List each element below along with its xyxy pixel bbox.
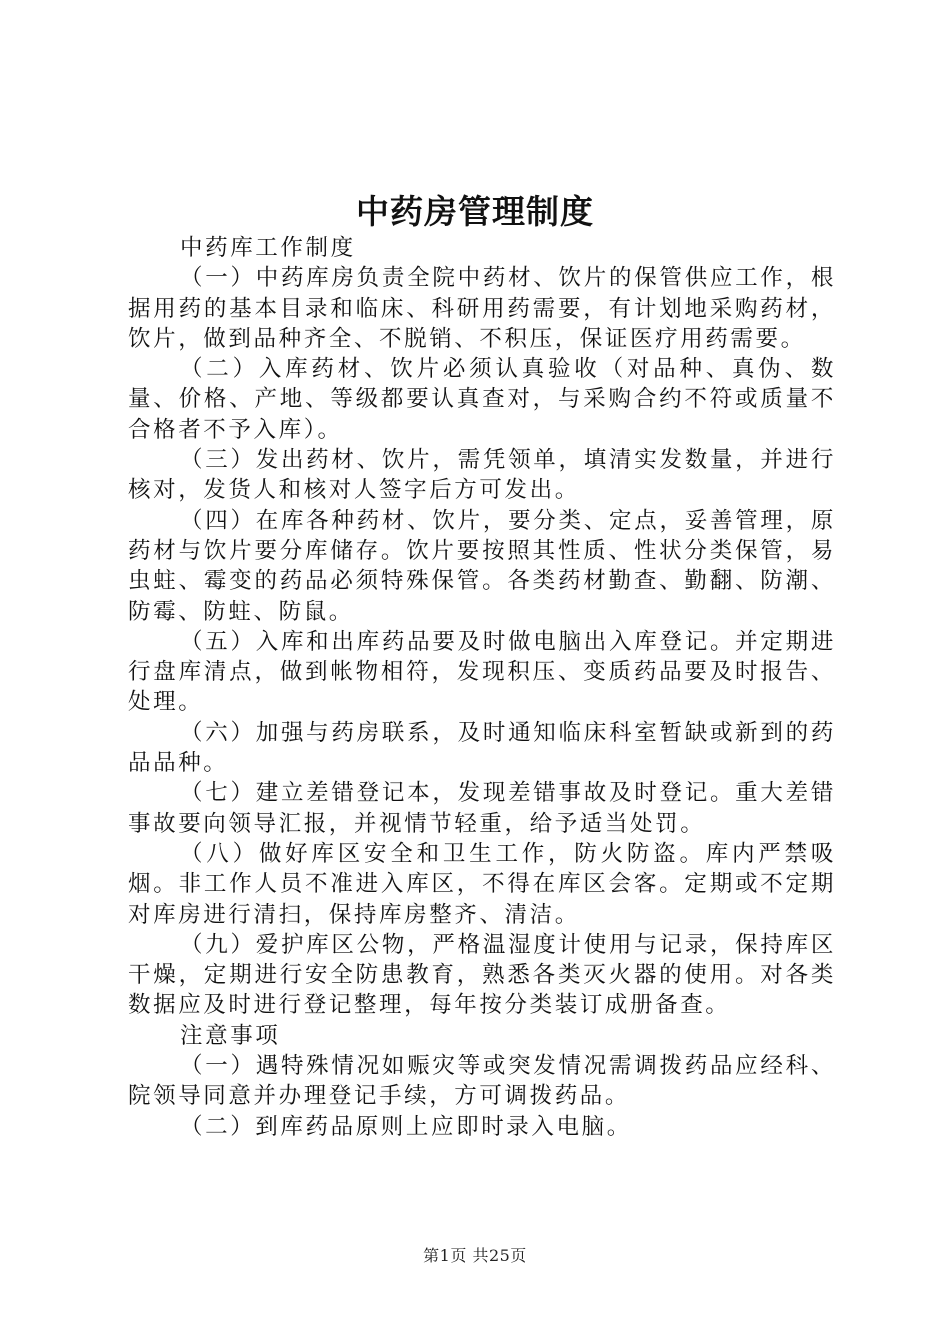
page-number-footer: 第1页 共25页 [423,1246,527,1265]
paragraph-rule-4: （四）在库各种药材、饮片，要分类、定点，妥善管理，原药材与饮片要分库储存。饮片要按照其性质、性状分类保管，易虫蛀、霉变的药品必须特殊保管。各类药材勤查、勤翻、防潮、防霉、防蛀、防鼠。 [128,507,836,625]
section-heading-notes: 注意事项 [180,1022,281,1049]
paragraph-rule-6: （六）加强与药房联系，及时通知临床科室暂缺或新到的药品品种。 [128,719,836,777]
document-title: 中药房管理制度 [356,192,594,231]
paragraph-rule-7: （七）建立差错登记本，发现差错事故及时登记。重大差错事故要向领导汇报，并视情节轻重，给予适当处罚。 [128,780,836,837]
section-heading-warehouse-rules: 中药库工作制度 [180,235,356,261]
paragraph-rule-3: （三）发出药材、饮片，需凭领单，填清实发数量，并进行核对，发货人和核对人签字后方可发出。 [128,447,836,504]
document-body [128,233,836,1142]
paragraph-rule-1: （一）中药库房负责全院中药材、饮片的保管供应工作，根据用药的基本目录和临床、科研用药需要，有计划地采购药材，饮片，做到品种齐全、不脱销、不积压，保证医疗用药需要。 [128,265,836,352]
paragraph-rule-5: （五）入库和出库药品要及时做电脑出入库登记。并定期进行盘库清点，做到帐物相符，发现积压、变质药品要及时报告、处理。 [128,628,836,716]
paragraph-rule-9: （九）爱护库区公物，严格温湿度计使用与记录，保持库区干燥，定期进行安全防患教育，熟悉各类灭火器的使用。对各类数据应及时进行登记整理，每年按分类装订成册备查。 [128,931,836,1019]
paragraph-rule-8: （八）做好库区安全和卫生工作，防火防盗。库内严禁吸烟。非工作人员不准进入库区，不得在库区会客。定期或不定期对库房进行清扫，保持库房整齐、清洁。 [128,840,836,928]
paragraph-rule-2: （二）入库药材、饮片必须认真验收（对品种、真伪、数量、价格、产地、等级都要认真查对，与采购合约不符或质量不合格者不予入库）。 [128,356,836,443]
paragraph-note-2: （二）到库药品原则上应即时录入电脑。 [180,1113,632,1140]
paragraph-note-1: （一）遇特殊情况如赈灾等或突发情况需调拨药品应经科、院领导同意并办理登记手续，方可调拨药品。 [128,1053,836,1110]
